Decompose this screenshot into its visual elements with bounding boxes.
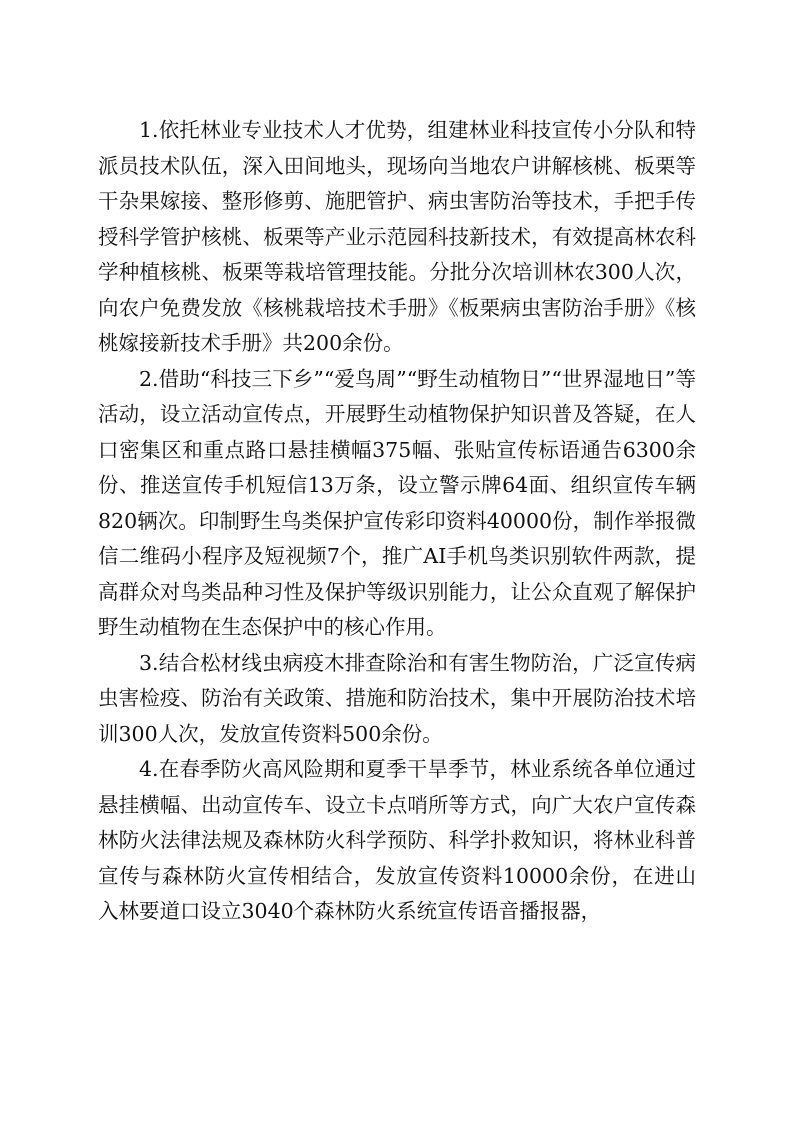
- paragraph-3: 3.结合松材线虫病疫木排查除治和有害生物防治，广泛宣传病虫害检疫、防治有关政策、措施和防治技术，集中开展防治技术培训300人次，发放宣传资料500余份。: [98, 650, 696, 746]
- paragraph-4: 4.在春季防火高风险期和夏季干旱季节，林业系统各单位通过悬挂横幅、出动宣传车、设立卡点哨所等方式，向广大农户宣传森林防火法律法规及森林防火科学预防、科学扑救知识，将林业科普宣传与森林防火宣传相结合，发放宣传资料10000余份，在进山入林要道口设立3040个森林防火系统宣传语音播报器，: [98, 757, 696, 923]
- paragraph-2: 2.借助“科技三下乡”“爱鸟周”“野生动植物日”“世界湿地日”等活动，设立活动宣传点，开展野生动植物保护知识普及答疑，在人口密集区和重点路口悬挂横幅375幅、张贴宣传标语通告6300余份、推送宣传手机短信13万条，设立警示牌64面、组织宣传车辆820辆次。印制野生鸟类保护宣传彩印资料40000份，制作举报微信二维码小程序及短视频7个，推广AI手机鸟类识别软件两款，提高群众对鸟类品种习性及保护等级识别能力，让公众直观了解保护野生动植物在生态保护中的核心作用。: [98, 366, 696, 639]
- document-page: [98, 113, 696, 930]
- paragraph-1: 1.依托林业专业技术人才优势，组建林业科技宣传小分队和特派员技术队伍，深入田间地头，现场向当地农户讲解核桃、板栗等干杂果嫁接、整形修剪、施肥管护、病虫害防治等技术，手把手传授科学管护核桃、板栗等产业示范园科技新技术，有效提高林农科学种植核桃、板栗等栽培管理技能。分批分次培训林农300人次，向农户免费发放《核桃栽培技术手册》《板栗病虫害防治手册》《核桃嫁接新技术手册》共200余份。: [98, 118, 696, 355]
